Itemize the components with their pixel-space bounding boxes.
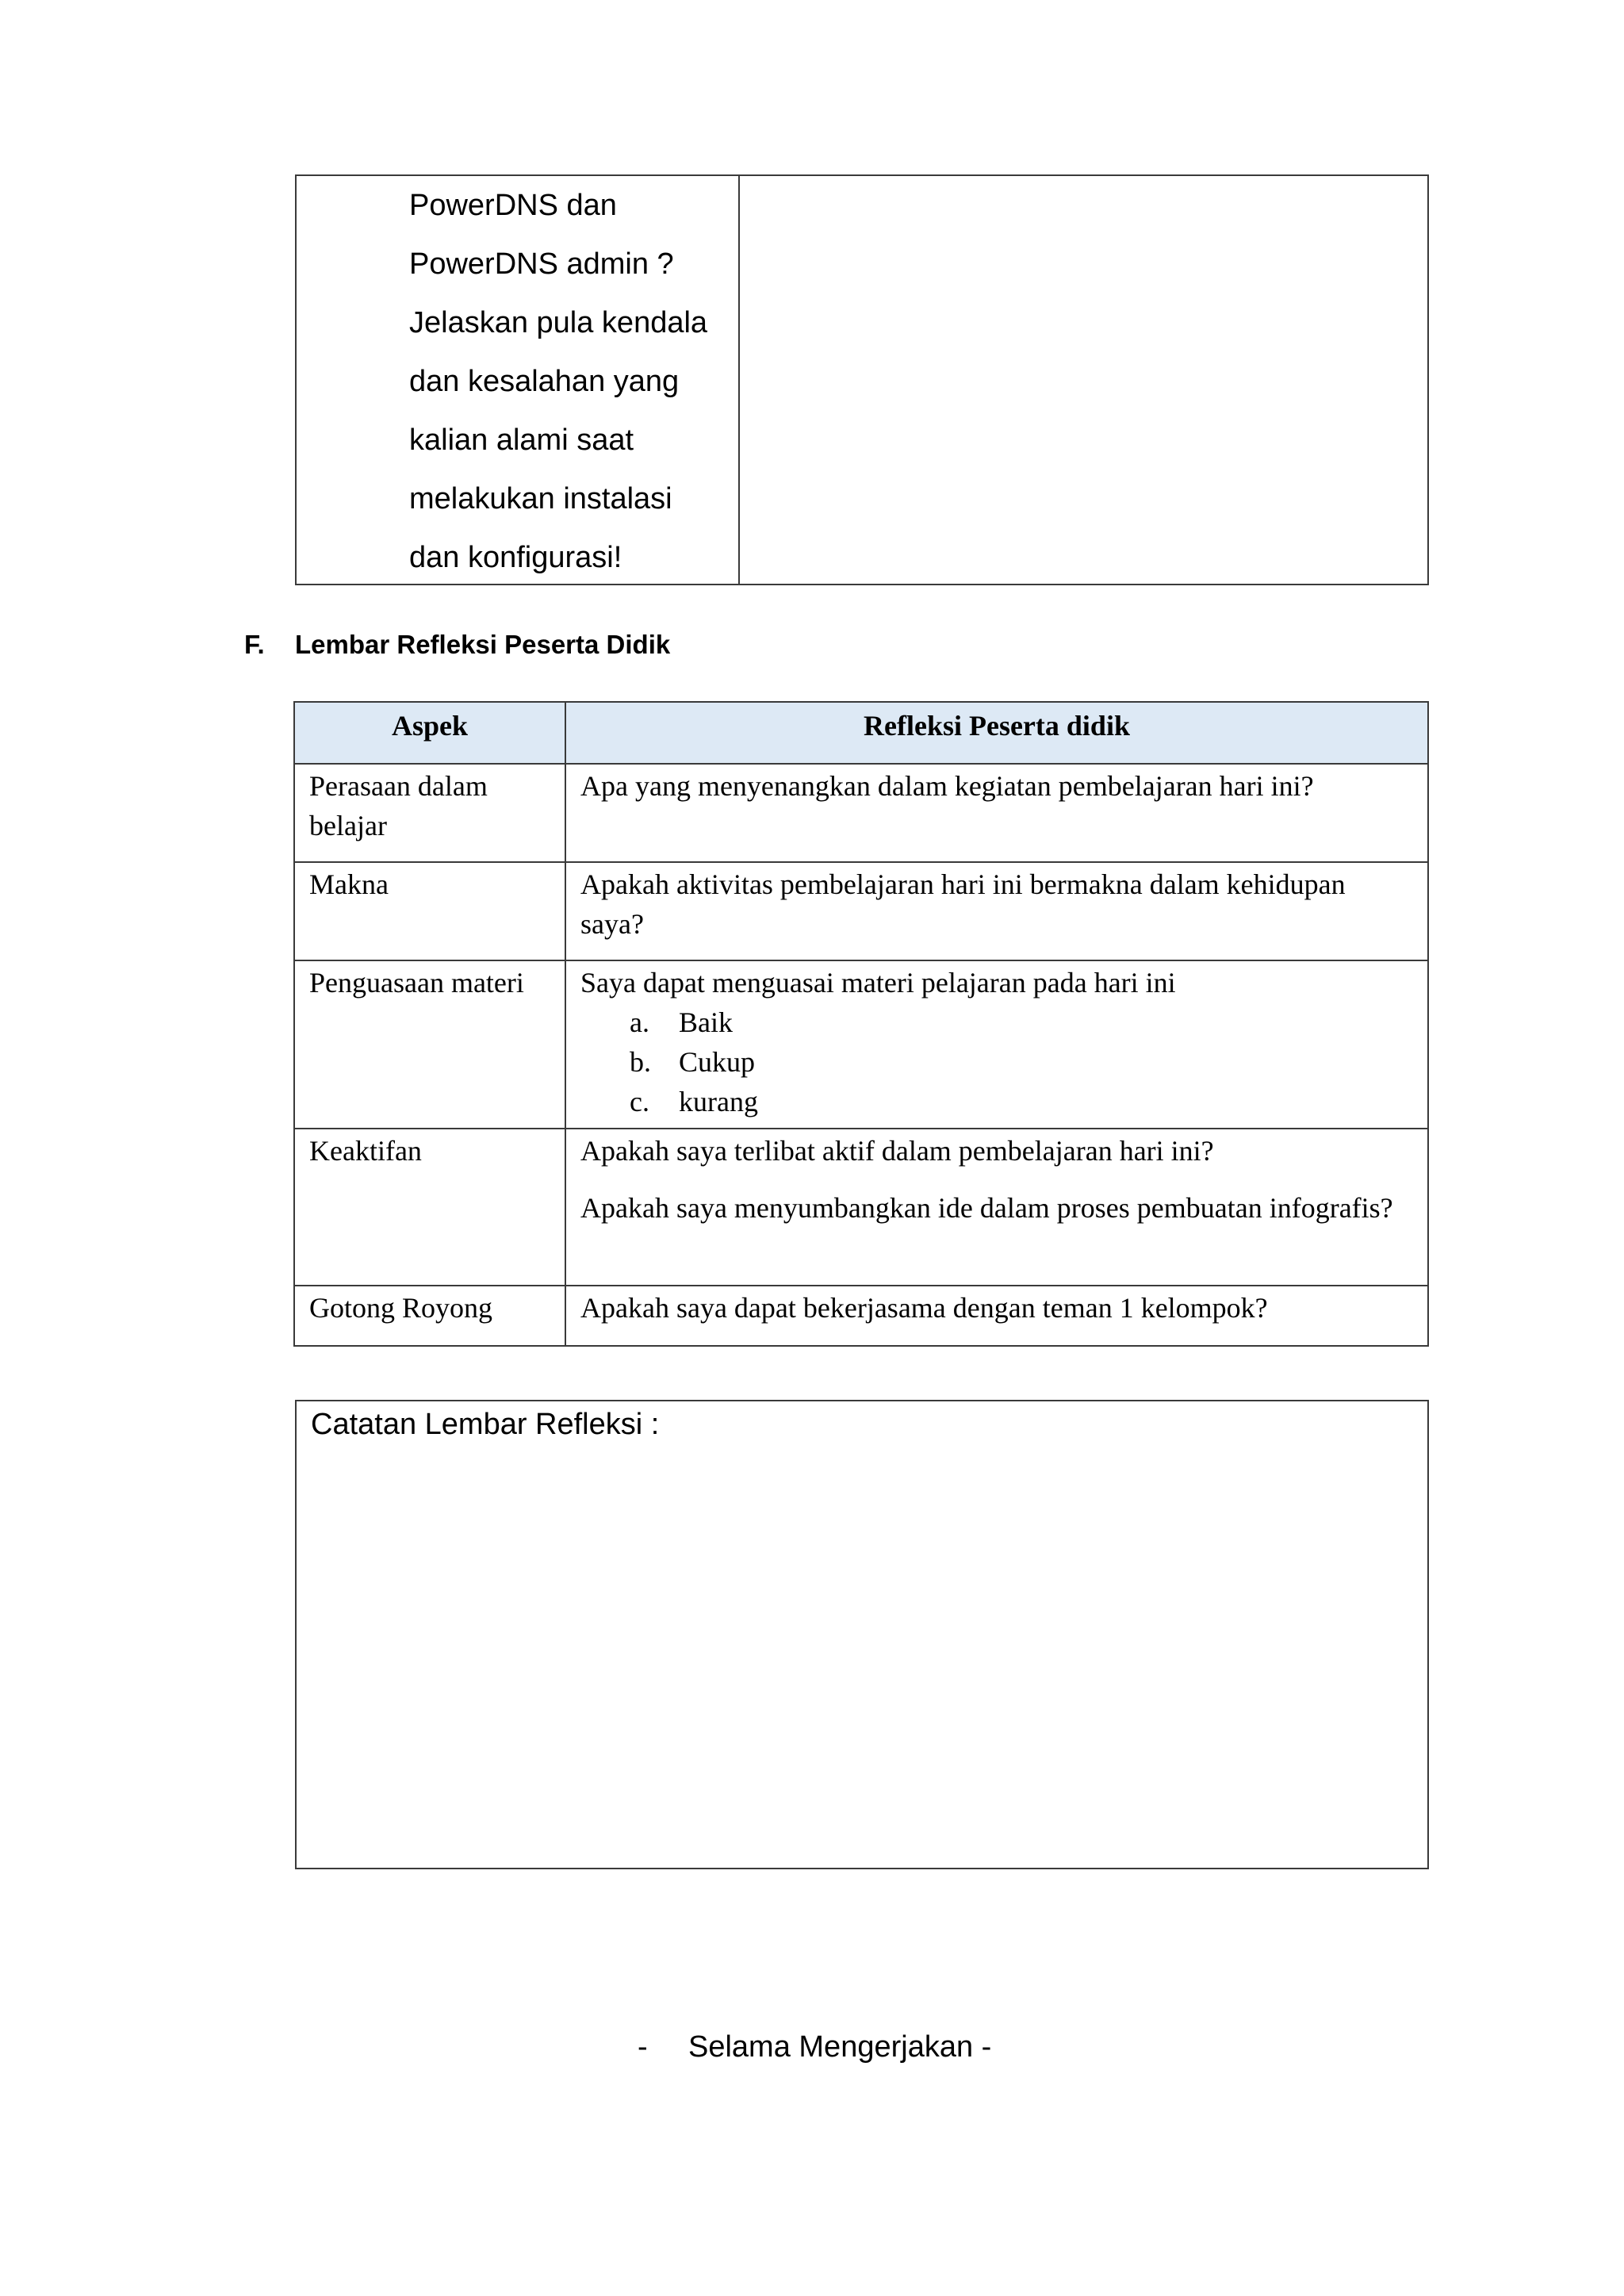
reflection-cell [565,1129,1428,1286]
table-header-row [294,702,1428,764]
question-line: PowerDNS admin ? [409,247,674,281]
section-title: Lembar Refleksi Peserta Didik [295,630,671,659]
option-marker: a. [630,1006,649,1038]
reflection-cell [565,960,1428,1129]
table-row [294,764,1428,862]
reflection-text: Saya dapat menguasai materi pelajaran pada hari ini [580,967,1176,999]
option-item [580,1002,1413,1042]
table-row [294,862,1428,960]
option-item [580,1042,1413,1082]
reflection-text: Apakah saya terlibat aktif dalam pembelajaran hari ini? [580,1135,1214,1167]
option-marker: c. [630,1086,649,1117]
option-item [580,1082,1413,1121]
option-marker: b. [630,1046,651,1078]
aspect-cell: Gotong Royong [294,1286,565,1346]
footer [638,2030,991,2064]
option-label: Baik [679,1006,733,1038]
header-aspek: Aspek [294,702,565,764]
aspect-cell: Perasaan dalam belajar [294,764,565,862]
question-line: kalian alami saat [409,424,634,457]
question-line: Jelaskan pula kendala [409,306,708,339]
reflection-cell: Apakah aktivitas pembelajaran hari ini bermakna dalam kehidupan saya? [565,862,1428,960]
section-heading [244,630,670,660]
notes-label: Catatan Lembar Refleksi : [311,1408,660,1441]
section-letter: F. [244,630,265,659]
column-divider [738,176,740,584]
notes-box [295,1400,1429,1869]
question-cell [409,176,726,587]
aspect-cell: Makna [294,862,565,960]
reflection-text: Apakah saya menyumbangkan ide dalam proses pembuatan infografis? [580,1192,1393,1224]
table-row [294,960,1428,1129]
header-refleksi: Refleksi Peserta didik [565,702,1428,764]
option-label: Cukup [679,1046,756,1078]
question-table [295,174,1429,585]
footer-dash: - [638,2030,648,2064]
question-line: dan konfigurasi! [409,541,622,574]
table-row [294,1129,1428,1286]
question-line: PowerDNS dan [409,189,617,222]
aspect-cell: Penguasaan materi [294,960,565,1129]
reflection-cell: Apa yang menyenangkan dalam kegiatan pembelajaran hari ini? [565,764,1428,862]
reflection-cell: Apakah saya dapat bekerjasama dengan teman 1 kelompok? [565,1286,1428,1346]
aspect-cell: Keaktifan [294,1129,565,1286]
reflection-table [293,701,1429,1347]
option-label: kurang [679,1086,758,1117]
question-line: melakukan instalasi [409,482,672,516]
table-row [294,1286,1428,1346]
footer-text: Selama Mengerjakan - [688,2030,992,2064]
answer-cell [741,176,1427,584]
question-line: dan kesalahan yang [409,365,680,398]
